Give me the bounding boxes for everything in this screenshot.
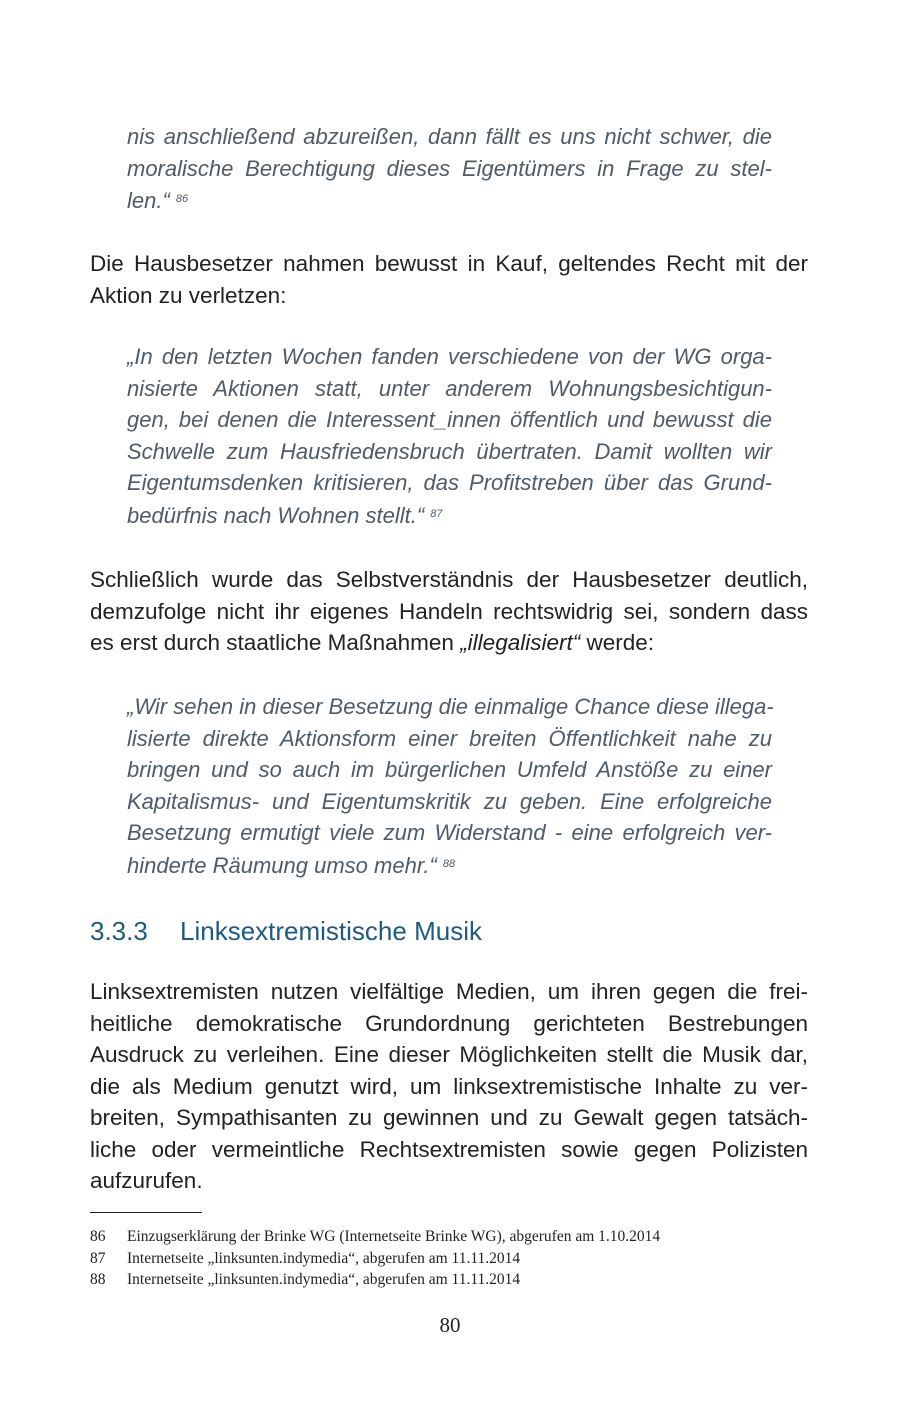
body-line	[90, 627, 808, 659]
quote-line: bringen und so auch im bürgerlichen Umfeld Anstöße zu einer	[127, 757, 772, 783]
body-line: Die Hausbesetzer nahmen bewusst in Kauf, geltendes Recht mit der	[90, 251, 808, 276]
body-text: es erst durch staatliche Maßnahmen	[90, 630, 461, 655]
quote-text: bedürfnis nach Wohnen stellt.“	[127, 502, 425, 528]
paragraph-2	[90, 564, 808, 659]
body-line: demzufolge nicht ihr eigenes Handeln rechtswidrig sei, sondern dass	[90, 598, 808, 624]
body-text: werde:	[580, 630, 655, 655]
footnote-86	[90, 1226, 660, 1248]
quote-line	[127, 499, 772, 532]
paragraph-1	[90, 248, 808, 311]
quote-line: „In den letzten Wochen fanden verschiedene von der WG orga-	[127, 344, 772, 369]
body-line: aufzurufen.	[90, 1168, 203, 1193]
quote-line: moralische Berechtigung dieses Eigentümers in Frage zu stel-	[127, 155, 772, 181]
quote-line: nis anschließend abzureißen, dann fällt es uns nicht schwer, die	[127, 124, 772, 149]
footnote-text: Internetseite „linksunten.indymedia“, abgerufen am 11.11.2014	[127, 1271, 521, 1288]
quote-line: Eigentumsdenken kritisieren, das Profitstreben über das Grund-	[127, 470, 772, 496]
quote-2	[127, 341, 772, 532]
body-line: heitliche demokratische Grundordnung gerichteten Bestrebungen	[90, 1010, 808, 1036]
footnote-text: Einzugserklärung der Brinke WG (Internetseite Brinke WG), abgerufen am 1.10.2014	[127, 1228, 661, 1245]
body-line: Linksextremisten nutzen vielfältige Medien, um ihren gegen die frei-	[90, 979, 808, 1004]
emphasis-text: „illegalisiert“	[460, 630, 581, 655]
quote-line: „Wir sehen in dieser Besetzung die einmalige Chance diese illega-	[127, 694, 774, 719]
section-number: 3.3.3	[90, 916, 148, 946]
footnote-text: Internetseite „linksunten.indymedia“, abgerufen am 11.11.2014	[127, 1249, 521, 1267]
footnote-number: 86	[90, 1228, 106, 1245]
footnotes	[90, 1226, 660, 1291]
footnote-ref[interactable]: 88	[442, 857, 456, 870]
quote-line: Schwelle zum Hausfriedensbruch übertraten. Damit wollten wir	[127, 438, 772, 464]
body-line: Schließlich wurde das Selbstverständnis der Hausbesetzer deutlich,	[90, 567, 808, 592]
body-line: liche oder vermeintliche Rechtsextremisten sowie gegen Polizisten	[90, 1136, 808, 1162]
body-line: Ausdruck zu verleihen. Eine dieser Möglichkeiten stellt die Musik dar,	[90, 1042, 808, 1067]
footnote-87	[90, 1248, 660, 1270]
footnote-number: 88	[90, 1271, 106, 1288]
quote-text: len.“	[127, 188, 170, 214]
footnote-88	[90, 1269, 660, 1291]
quote-1	[127, 121, 772, 217]
quote-line: gen, bei denen die Interessent_innen öffentlich und bewusst die	[127, 407, 772, 433]
quote-line: Kapitalismus- und Eigentumskritik zu geben. Eine erfolgreiche	[127, 788, 772, 814]
page-number: 80	[439, 1313, 461, 1337]
quote-line: lisierte direkte Aktionsform einer breiten Öffentlichkeit nahe zu	[127, 725, 772, 751]
body-line: breiten, Sympathisanten zu gewinnen und zu Gewalt gegen tatsäch-	[90, 1105, 808, 1130]
footnote-number: 87	[90, 1249, 106, 1267]
body-line: die als Medium genutzt wird, um linksextremistische Inhalte zu ver-	[90, 1073, 808, 1099]
quote-line	[127, 184, 772, 217]
quote-line: Besetzung ermutigt viele zum Widerstand - eine erfolgreich ver-	[127, 820, 772, 846]
footnote-ref[interactable]: 87	[430, 507, 443, 520]
paragraph-3	[90, 976, 808, 1197]
section-title: Linksextremistische Musik	[180, 916, 482, 946]
footnote-divider	[90, 1212, 202, 1213]
quote-3	[127, 691, 772, 882]
section-heading	[90, 916, 482, 947]
body-line: Aktion zu verletzen:	[90, 282, 287, 308]
footnote-ref[interactable]: 86	[175, 193, 189, 206]
quote-line: nisierte Aktionen statt, unter anderem Wohnungsbesichtigun-	[127, 375, 772, 401]
quote-text: hinderte Räumung umso mehr.“	[127, 852, 437, 878]
quote-line	[127, 849, 772, 882]
